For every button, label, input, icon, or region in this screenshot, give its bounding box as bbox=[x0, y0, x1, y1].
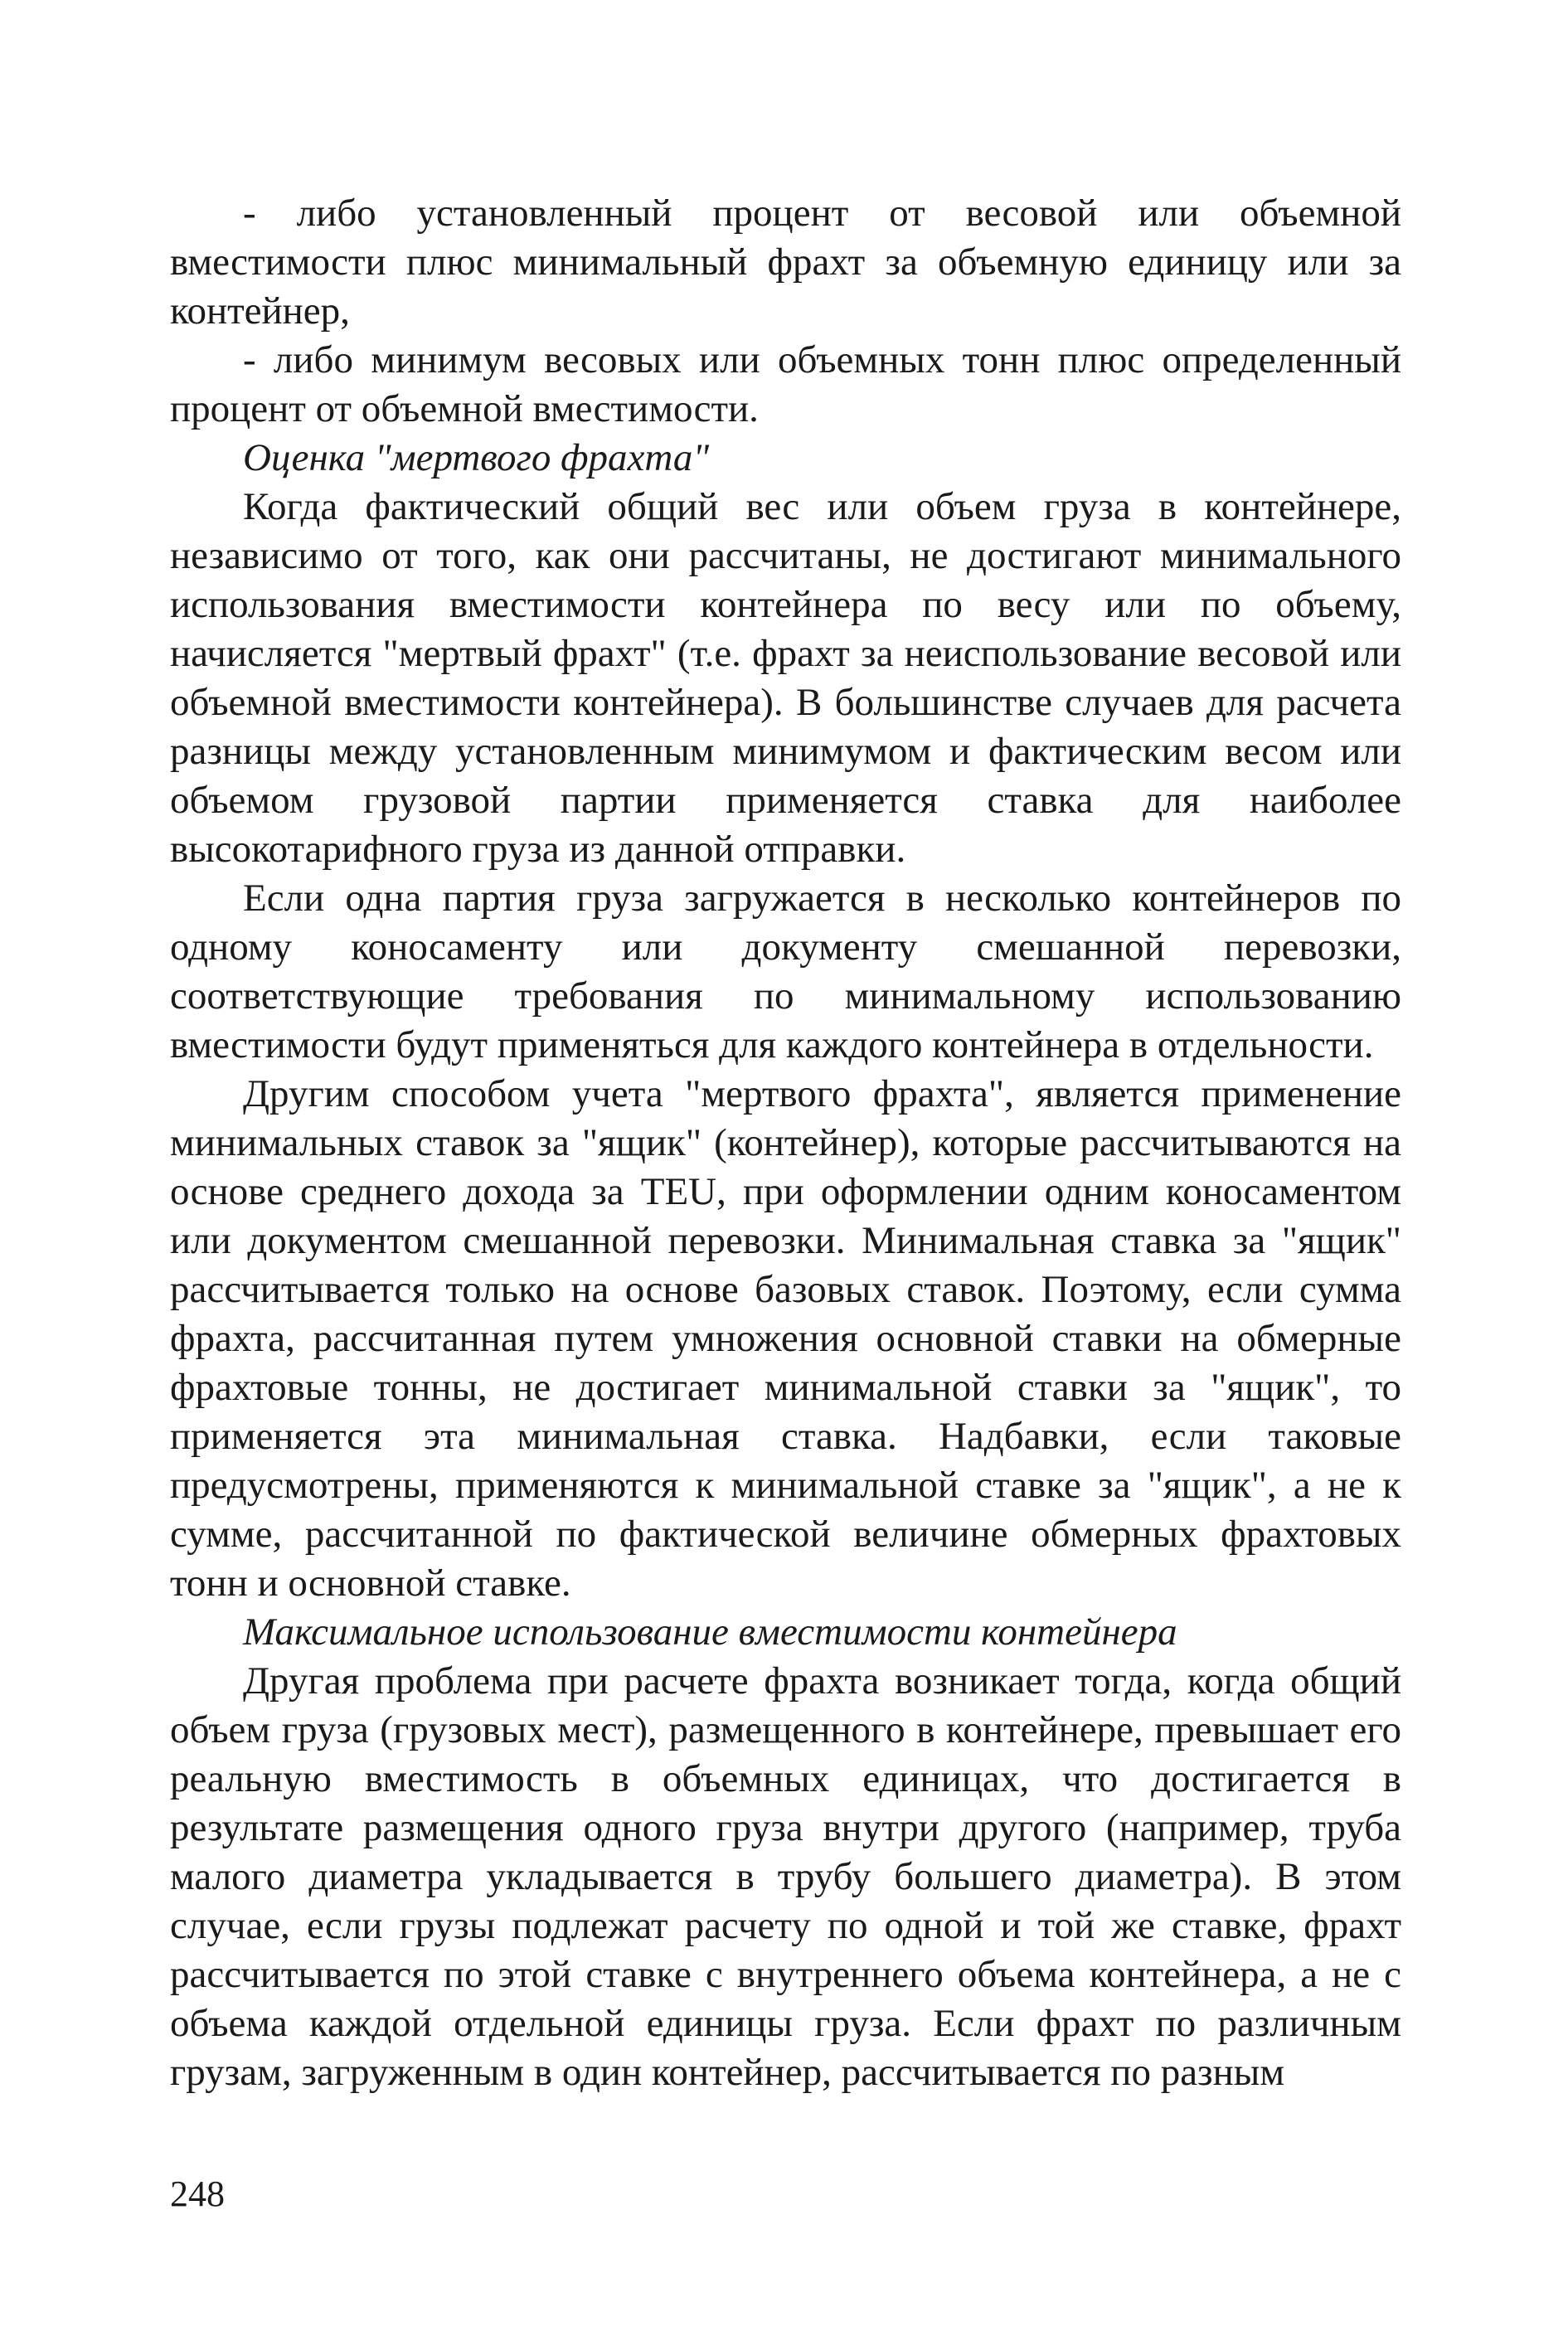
section-heading-dead-freight: Оценка "мертвого фрахта" bbox=[243, 436, 710, 479]
page-number: 248 bbox=[170, 2174, 225, 2214]
paragraph-minimum-tons-option: - либо минимум весовых или объемных тонн плюс определенный процент от объемной вместимости. bbox=[170, 338, 1401, 430]
paragraph-dead-freight-definition: Когда фактический общий вес или объем груза в контейнере, независимо от того, как они рассчитаны, не достигают минимального использования вместимости контейнера по весу или по объему, начисляется "мертвый фрахт" (т.е. фрахт за неиспользование весовой или объемной вместимости контейнера). В большинстве случаев для расчета разницы между установленным минимумом и фактическим весом или объемом грузовой партии применяется ставка для наиболее высокотарифного груза из данной отправки. bbox=[170, 485, 1401, 871]
section-heading-max-capacity: Максимальное использование вместимости контейнера bbox=[243, 1610, 1177, 1654]
paragraph-max-capacity-problem: Другая проблема при расчете фрахта возникает тогда, когда общий объем груза (грузовых мест), размещенного в контейнере, превышает его реальную вместимость в объемных единицах, что достигается в результате размещения одного груза внутри другого (например, труба малого диаметра укладывается в трубу большего диаметра). В этом случае, если грузы подлежат расчету по одной и той же ставке, фрахт рассчитывается по этой ставке с внутреннего объема контейнера, а не с объема каждой отдельной единицы груза. Если фрахт по различным грузам, загруженным в один контейнер, рассчитывается по разным bbox=[170, 1659, 1401, 2094]
paragraph-box-minimum-rates: Другим способом учета "мертвого фрахта", является применение минимальных ставок за "ящик" (контейнер), которые рассчитываются на основе среднего дохода за TEU, при оформлении одним коносаментом или документом смешанной перевозки. Минимальная ставка за "ящик" рассчитывается только на основе базовых ставок. Поэтому, если сумма фрахта, рассчитанная путем умножения основной ставки на обмерные фрахтовые тонны, не достигает минимальной ставки за "ящик", то применяется эта минимальная ставка. Надбавки, если таковые предусмотрены, применяются к минимальной ставке за "ящик", а не к сумме, рассчитанной по фактической величине обмерных фрахтовых тонн и основной ставке. bbox=[170, 1072, 1401, 1605]
body-text bbox=[170, 189, 1401, 2097]
paragraph-weight-or-volume-option: - либо установленный процент от весовой или объемной вместимости плюс минимальный фрахт за объемную единицу или за контейнер, bbox=[170, 192, 1401, 333]
paragraph-multiple-containers: Если одна партия груза загружается в несколько контейнеров по одному коносаменту или документу смешанной перевозки, соответствующие требования по минимальному использованию вместимости будут применяться для каждого контейнера в отдельности. bbox=[170, 877, 1401, 1066]
